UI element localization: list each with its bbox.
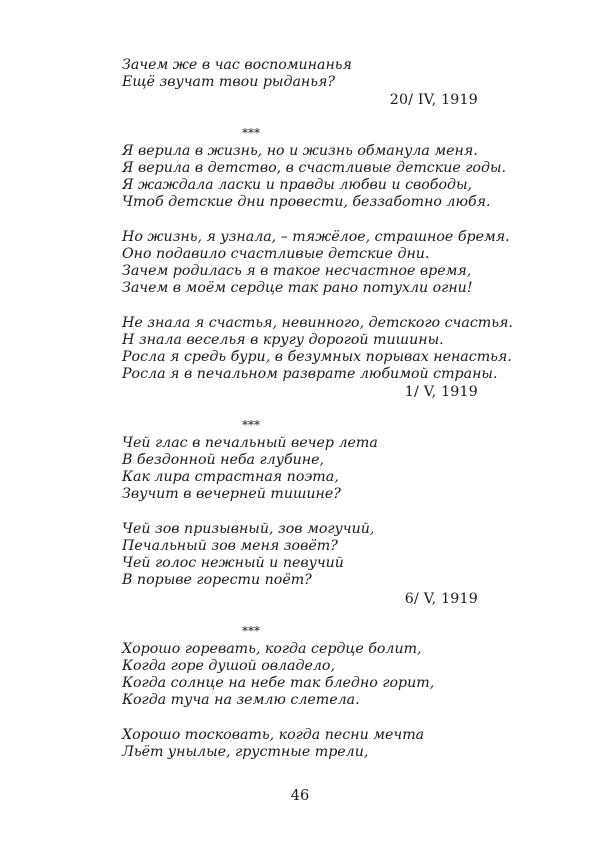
- verse-line: Хорошо тосковать, когда песни мечта: [122, 727, 425, 743]
- verse-line: Когда солнце на небе так бледно горит,: [122, 675, 435, 691]
- poem-date: 1/ V, 1919: [404, 384, 478, 400]
- verse-line: Зачем в моём сердце так рано потухли огни!: [122, 280, 473, 296]
- verse-line: Когда туча на землю слетела.: [122, 692, 360, 708]
- verse-line: Ещё звучат твои рыданья?: [122, 74, 335, 90]
- poem-separator: ***: [242, 418, 260, 432]
- verse-line: Звучит в вечерней тишине?: [122, 486, 341, 502]
- verse-line: Но жизнь, я узнала, – тяжёлое, страшное бремя.: [122, 229, 510, 245]
- verse-line: В порыве горести поёт?: [122, 572, 312, 588]
- verse-line: Чтоб детские дни провести, беззаботно любя.: [122, 194, 491, 210]
- poem-date: 20/ IV, 1919: [389, 92, 478, 108]
- verse-line: Чей глас в печальный вечер лета: [122, 435, 378, 451]
- verse-line: Как лира страстная поэта,: [122, 469, 339, 485]
- verse-line: Льёт унылые, грустные трели,: [122, 744, 369, 760]
- verse-line: Когда горе душой овладело,: [122, 658, 335, 674]
- verse-line: Чей голос нежный и певучий: [122, 555, 344, 571]
- verse-line: Чей зов призывный, зов могучий,: [122, 521, 375, 537]
- verse-line: Я жаждала ласки и правды любви и свободы,: [122, 177, 473, 193]
- verse-line: Я верила в жизнь, но и жизнь обманула меня.: [122, 143, 478, 159]
- verse-line: Оно подавило счастливые детские дни.: [122, 246, 430, 262]
- poem-date: 6/ V, 1919: [404, 591, 478, 607]
- verse-line: Росла я в печальном разврате любимой страны.: [122, 366, 498, 382]
- poem-separator: ***: [242, 624, 260, 638]
- page-number: 46: [290, 788, 310, 804]
- verse-line: Хорошо горевать, когда сердце болит,: [122, 641, 422, 657]
- verse-line: Зачем же в час воспоминанья: [122, 57, 352, 73]
- verse-line: Росла я средь бури, в безумных порывах ненастья.: [122, 349, 512, 365]
- verse-line: Не знала я счастья, невинного, детского счастья.: [122, 315, 513, 331]
- verse-line: Зачем родилась я в такое несчастное время,: [122, 263, 472, 279]
- verse-line: В бездонной неба глубине,: [122, 452, 324, 468]
- poem-separator: ***: [242, 126, 260, 140]
- verse-line: Н знала веселья в кругу дорогой тишины.: [122, 332, 444, 348]
- verse-line: Я верила в детство, в счастливые детские годы.: [122, 160, 507, 176]
- verse-line: Печальный зов меня зовёт?: [122, 538, 338, 554]
